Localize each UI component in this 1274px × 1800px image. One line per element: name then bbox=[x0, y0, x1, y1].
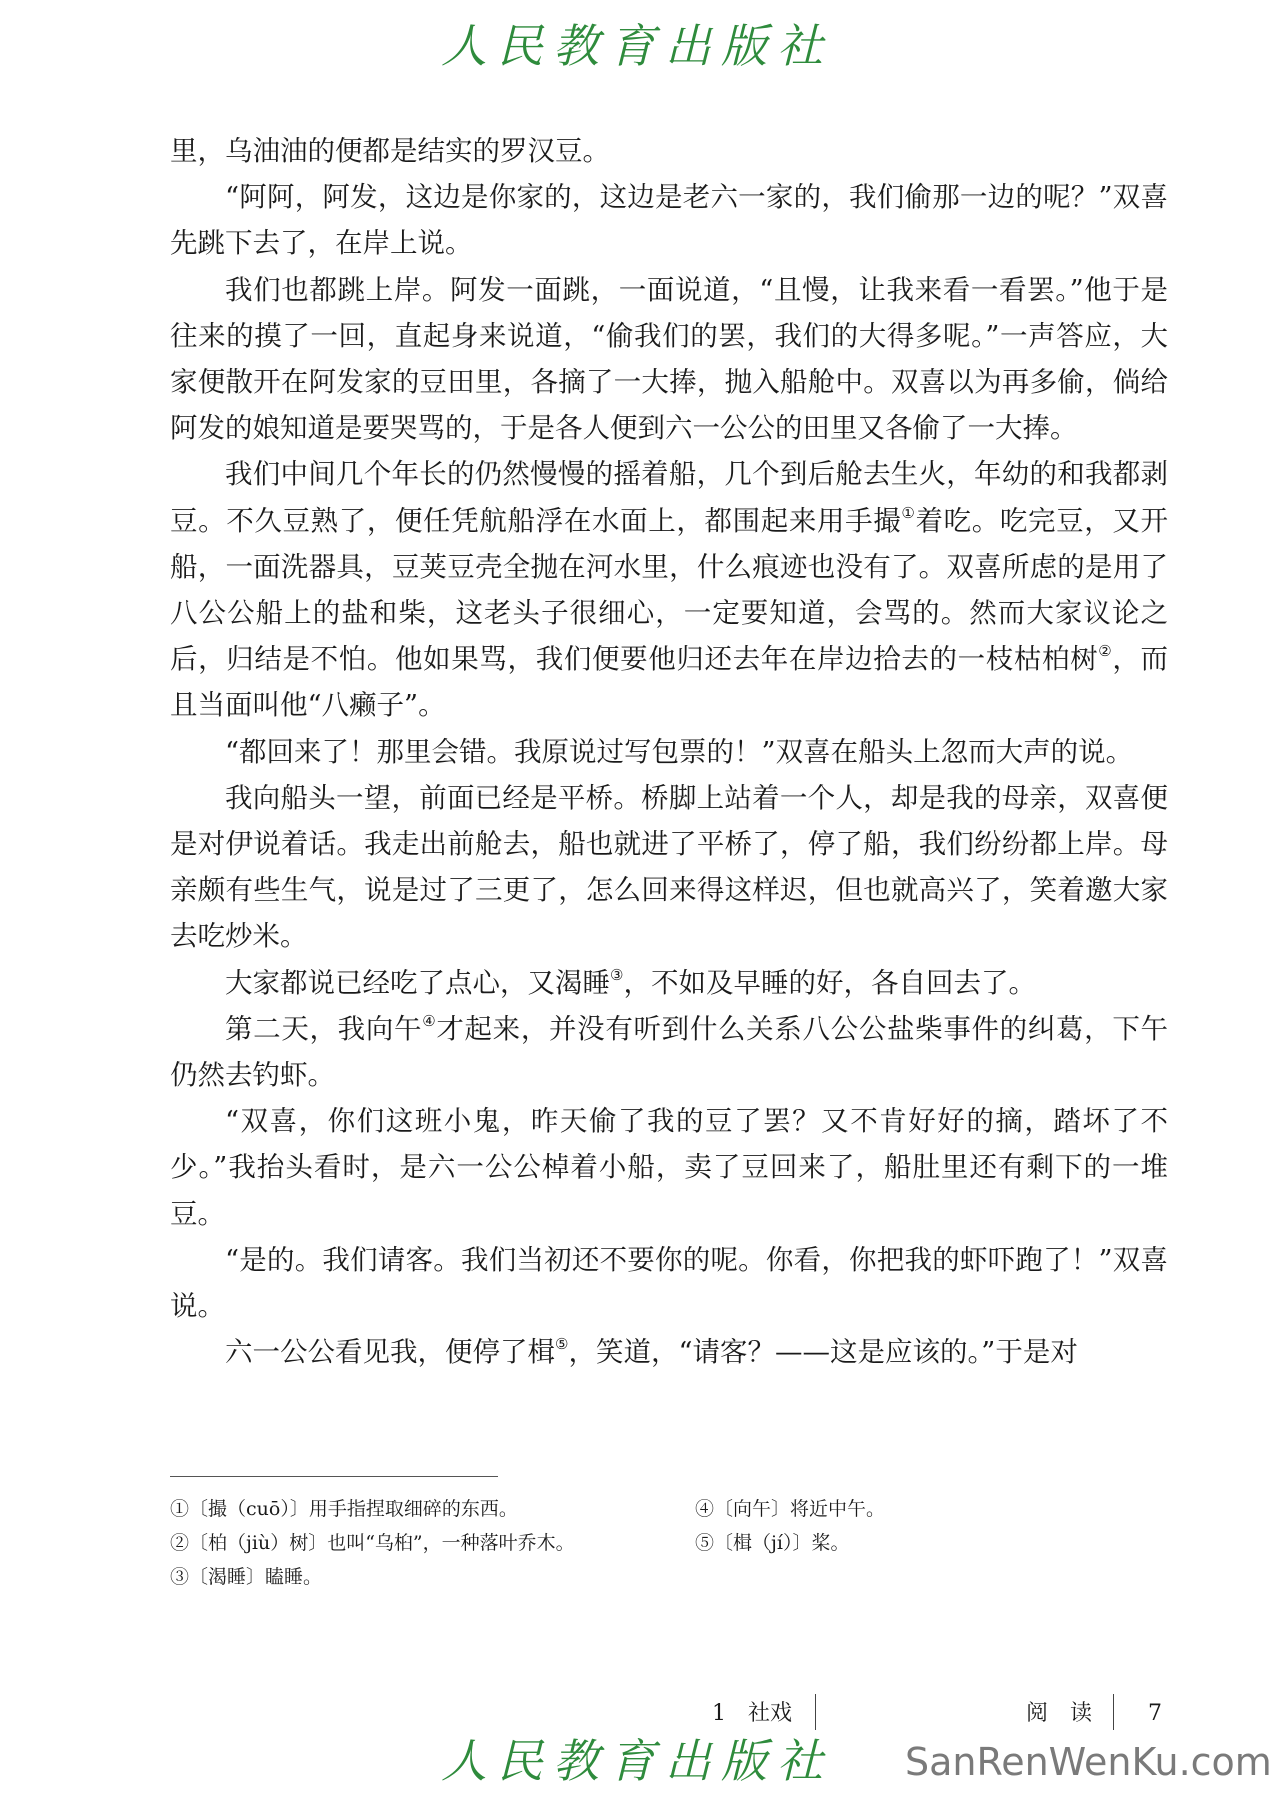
text-run: 我们中间几个年长的仍然慢慢的摇着船，几个到后舱去生火，年幼的和我都剥豆。不久豆熟了，便任凭航船浮在水面上，都围起来用手撮 bbox=[170, 458, 1168, 537]
footnote-marker-1: ① bbox=[901, 503, 916, 522]
text-run: 第二天，我向午 bbox=[225, 1012, 423, 1045]
text-run: 着吃。吃完豆，又开船，一面洗器具，豆荚豆壳全抛在河水里，什么痕迹也没有了。双喜所虑的是用了八公公船上的盐和柴，这老头子很细心，一定要知道，会骂的。然而大家议论之后，归结是不怕。他如果骂，我们便要他归还去年在岸边拾去的一枝枯柏树 bbox=[170, 504, 1168, 676]
footnote-marker-5: ⑤ bbox=[555, 1335, 569, 1354]
paragraph-2: “阿阿，阿发，这边是你家的，这边是老六一家的，我们偷那一边的呢？”双喜先跳下去了，在岸上说。 bbox=[170, 181, 1168, 260]
publisher-logo-top: 人民教育出版社 bbox=[441, 19, 833, 73]
paragraph-10: “是的。我们请客。我们当初还不要你的呢。你看，你把我的虾吓跑了！”双喜说。 bbox=[170, 1243, 1168, 1323]
footer-lesson-title: 1 社戏 bbox=[712, 1701, 792, 1726]
paragraph-7 bbox=[170, 960, 1168, 1006]
publisher-logo-bottom: 人民教育出版社 bbox=[441, 1734, 833, 1788]
text-run: 才起来，并没有听到什么关系八公公盐柴事件的纠葛，下午仍然去钓虾。 bbox=[170, 1012, 1169, 1092]
footnotes-right-column bbox=[695, 1492, 885, 1560]
footnote-marker-2: ② bbox=[1098, 642, 1113, 661]
footnote-2: ②〔柏（jiù）树〕也叫“乌桕”，一种落叶乔木。 bbox=[170, 1532, 575, 1554]
text-run: 六一公公看见我，便停了楫 bbox=[225, 1336, 555, 1369]
footnote-4: ④〔向午〕将近中午。 bbox=[695, 1498, 886, 1520]
paragraph-1: 里，乌油油的便都是结实的罗汉豆。 bbox=[170, 135, 610, 167]
text-run: ，笑道，“请客？——这是应该的。”于是对 bbox=[568, 1336, 1078, 1369]
site-watermark: SanRenWenKu.com bbox=[905, 1740, 1272, 1784]
footnote-marker-4: ④ bbox=[422, 1011, 437, 1030]
paragraph-4 bbox=[170, 451, 1168, 728]
footnote-marker-3: ③ bbox=[610, 965, 624, 984]
paragraph-6: 我向船头一望，前面已经是平桥。桥脚上站着一个人，却是我的母亲，双喜便是对伊说着话。我走出前舱去，船也就进了平桥了，停了船，我们纷纷都上岸。母亲颇有些生气，说是过了三更了，怎么回来得这样迟，但也就高兴了，笑着邀大家去吃炒米。 bbox=[170, 781, 1168, 953]
paragraph-11 bbox=[170, 1329, 1168, 1375]
article-body bbox=[170, 128, 1168, 1375]
paragraph-9: “双喜，你们这班小鬼，昨天偷了我的豆了罢？又不肯好好的摘，踏坏了不少。”我抬头看时，是六一公公棹着小船，卖了豆回来了，船肚里还有剩下的一堆豆。 bbox=[170, 1105, 1168, 1230]
footnote-divider bbox=[170, 1476, 498, 1477]
text-run: ，而且当面叫他“八癞子”。 bbox=[170, 643, 1169, 722]
footnote-3: ③〔渴睡〕瞌睡。 bbox=[170, 1566, 323, 1588]
text-run: ，不如及早睡的好，各自回去了。 bbox=[623, 966, 1036, 999]
paragraph-5: “都回来了！那里会错。我原说过写包票的！”双喜在船头上忽而大声的说。 bbox=[225, 735, 1134, 768]
footnotes-left-column bbox=[170, 1492, 575, 1594]
paragraph-8 bbox=[170, 1006, 1168, 1098]
text-run: 大家都说已经吃了点心，又渴睡 bbox=[225, 966, 610, 999]
page-number: 7 bbox=[1148, 1701, 1162, 1726]
paragraph-3: 我们也都跳上岸。阿发一面跳，一面说道，“且慢，让我来看一看罢。”他于是往来的摸了一回，直起身来说道，“偷我们的罢，我们的大得多呢。”一声答应，大家便散开在阿发家的豆田里，各摘了一大捧，抛入船舱中。双喜以为再多偷，倘给阿发的娘知道是要哭骂的，于是各人便到六一公公的田里又各偷了一大捧。 bbox=[170, 273, 1168, 445]
footnote-1: ①〔撮（cuō）〕用手指捏取细碎的东西。 bbox=[170, 1498, 518, 1520]
footnote-5: ⑤〔楫（jí）〕桨。 bbox=[695, 1532, 850, 1554]
footer-section-label: 阅 读 bbox=[1026, 1701, 1093, 1726]
